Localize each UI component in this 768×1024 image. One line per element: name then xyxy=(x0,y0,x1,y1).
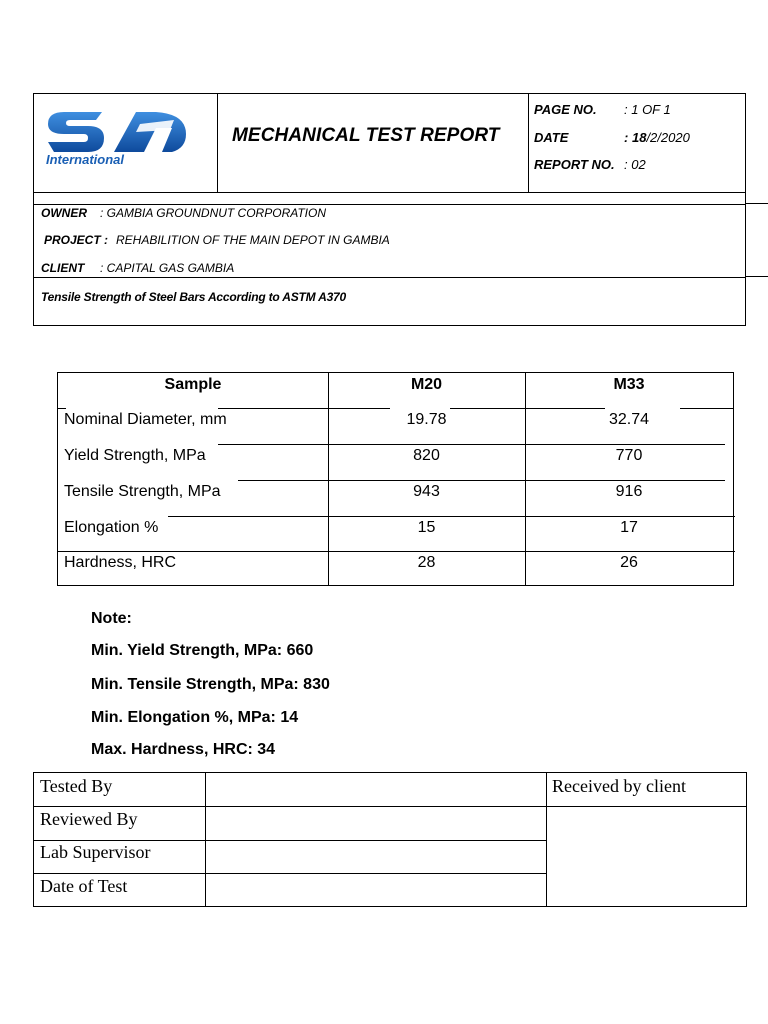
row-label-nominal-diameter: Nominal Diameter, mm xyxy=(64,411,227,428)
divider xyxy=(34,840,546,841)
report-header xyxy=(33,93,746,326)
note-max-hardness: Max. Hardness, HRC: 34 xyxy=(91,741,276,758)
report-title: MECHANICAL TEST REPORT xyxy=(232,125,500,146)
divider xyxy=(746,203,768,204)
divider xyxy=(58,551,735,552)
m20-tensile-strength: 943 xyxy=(413,483,440,500)
row-label-hardness: Hardness, HRC xyxy=(64,554,177,571)
note-min-tensile: Min. Tensile Strength, MPa: 830 xyxy=(91,676,330,693)
report-no-label: REPORT NO. xyxy=(534,157,615,172)
tested-by-label: Tested By xyxy=(40,776,113,796)
received-by-client-label: Received by client xyxy=(552,776,686,796)
note-heading: Note: xyxy=(91,610,132,627)
row-label-elongation: Elongation % xyxy=(64,519,159,536)
divider xyxy=(34,204,745,205)
report-no-value: : 02 xyxy=(624,157,646,172)
row-label-yield-strength: Yield Strength, MPa xyxy=(64,447,206,464)
company-logo xyxy=(44,108,194,168)
date-colon: : xyxy=(624,130,629,145)
page-no-value: : 1 OF 1 xyxy=(624,102,671,117)
divider xyxy=(34,277,745,278)
divider xyxy=(450,408,525,409)
divider xyxy=(218,444,725,445)
column-header-m33: M33 xyxy=(613,376,645,393)
m20-hardness: 28 xyxy=(417,554,436,571)
signoff-table xyxy=(33,772,747,907)
divider xyxy=(217,94,218,192)
note-min-yield: Min. Yield Strength, MPa: 660 xyxy=(91,642,314,659)
project-value: REHABILITION OF THE MAIN DEPOT IN GAMBIA xyxy=(116,233,390,247)
date-day: 18 xyxy=(631,130,647,145)
owner-label: OWNER xyxy=(41,206,87,220)
m20-yield-strength: 820 xyxy=(413,447,440,464)
row-label-tensile-strength: Tensile Strength, MPa xyxy=(64,483,221,500)
divider xyxy=(328,408,390,409)
lab-supervisor-label: Lab Supervisor xyxy=(40,842,151,862)
column-header-sample: Sample xyxy=(164,376,222,393)
divider xyxy=(58,408,66,409)
divider xyxy=(168,516,735,517)
client-label: CLIENT xyxy=(41,261,85,275)
m20-nominal-diameter: 19.78 xyxy=(406,411,447,428)
date-label: DATE xyxy=(534,130,569,145)
m33-elongation: 17 xyxy=(620,519,638,536)
divider xyxy=(528,94,529,192)
divider xyxy=(680,408,733,409)
divider xyxy=(525,408,605,409)
column-header-m20: M20 xyxy=(410,376,443,393)
date-rest: /2/2020 xyxy=(646,130,690,145)
page-no-label: PAGE NO. xyxy=(534,102,597,117)
note-min-elongation: Min. Elongation %, MPa: 14 xyxy=(91,709,299,726)
m33-yield-strength: 770 xyxy=(615,447,643,464)
divider xyxy=(746,276,768,277)
divider xyxy=(34,873,546,874)
results-table xyxy=(57,372,734,586)
divider xyxy=(34,192,745,193)
divider xyxy=(34,806,746,807)
test-subject: Tensile Strength of Steel Bars According to ASTM A370 xyxy=(41,290,347,304)
m33-nominal-diameter: 32.74 xyxy=(608,411,650,428)
date-value xyxy=(624,130,690,145)
m33-tensile-strength: 916 xyxy=(615,483,643,500)
divider xyxy=(218,408,328,409)
divider xyxy=(546,773,547,906)
m20-elongation: 15 xyxy=(417,519,436,536)
divider xyxy=(238,480,725,481)
project-label: PROJECT : xyxy=(44,233,109,247)
date-of-test-label: Date of Test xyxy=(40,876,128,896)
reviewed-by-label: Reviewed By xyxy=(40,809,138,829)
m33-hardness: 26 xyxy=(620,554,638,571)
client-value: : CAPITAL GAS GAMBIA xyxy=(100,261,235,275)
owner-value: : GAMBIA GROUNDNUT CORPORATION xyxy=(100,206,327,220)
company-name: International xyxy=(46,152,125,167)
